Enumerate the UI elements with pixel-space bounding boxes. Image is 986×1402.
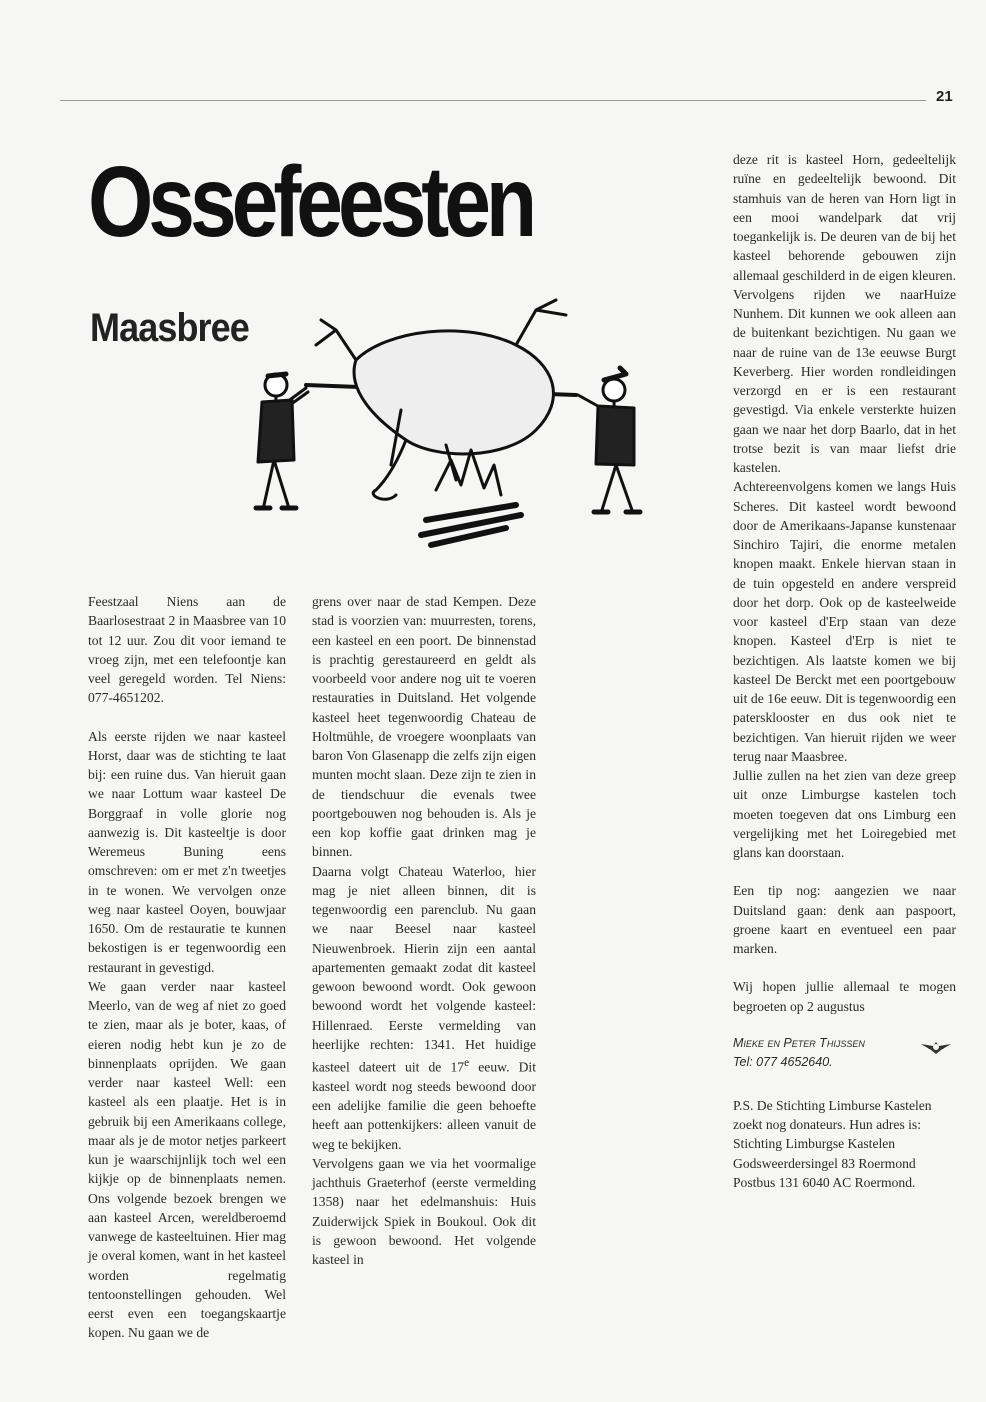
paragraph: grens over naar de stad Kempen. Deze stad is voorzien van: muurresten, torens, een kasteel en een poort. De binnenstad is prachtig gerestaureerd en geldt als voorbeeld voor andere nog uit te voeren restauraties in Duitsland. Het volgende kasteel heet tegenwoordig Chateau de Holtmühle, de vroegere woonplaats van baron Von Glasenapp die zelfs zijn eigen munten mocht slaan. Deze zijn te zien in de tiendschuur die evenals twee poortgebouwen nog behouden is. Als je een kop koffie gaat drinken mag je binnen.	[312, 594, 536, 860]
paragraph: Achtereenvolgens komen we langs Huis Scheres. Dit kasteel wordt bewoond door de Amerikaans-Japanse kunstenaar Sinchiro Tajiri, die enorme metalen knopen maakt. Enkele hiervan staan in de tuin opgesteld en andere verspreid door het dorp. Ook op de kasteelweide voor kasteel d'Erp staan van deze knopen. Kasteel d'Erp is niet te bezichtigen. Als laatste komen we bij kasteel De Berckt met een poortgebouw uit de 16e eeuw. Dit is tegenwoordig een patersklooster en dus ook niet te bezichtigen. Van hieruit rijden we weer terug naar Maasbree.	[733, 479, 956, 764]
paragraph: Als eerste rijden we naar kasteel Horst, daar was de stichting te laat bij: een ruine dus. Van hieruit gaan we naar Lottum waar kasteel De Borggraaf in volle glorie nog aanwezig is. Dit kasteeltje is door Weremeus Buning eens omschreven: om er met z'n tweetjes in te wonen. We vervolgen onze weg naar kasteel Ooyen, bouwjaar 1650. Om de restauratie te kunnen bekostigen is er tegenwoordig een restaurant in gevestigd.	[88, 728, 286, 975]
paragraph: Feestzaal Niens aan de Baarlosestraat 2 in Maasbree van 10 tot 12 uur. Zou dit voor iemand te vroeg zijn, met een telefoontje kan veel geregeld worden. Tel Niens: 077-4651202.	[88, 594, 286, 706]
paragraph-text: eeuw. Dit kasteel wordt nog steeds bewoond door een adelijke familie die geen behoefte heeft aan pottenkijkers: alleen vanuit de weg te bekijken.	[312, 1059, 536, 1152]
article-subtitle: Maasbree	[90, 306, 249, 350]
paragraph: Vervolgens gaan we via het voormalige jachthuis Graeterhof (eerste vermelding 1358) naar het edelmanshuis: Huis Zuiderwijck Spiek in Boukoul. Ook dit is gewoon bewoond. Het volgende kasteel in	[312, 1155, 536, 1268]
article-column-3	[733, 150, 956, 1192]
postscript-paragraph: P.S. De Stichting Limburse Kastelen zoekt nog donateurs. Hun adres is: Stichting Limburgse Kastelen Godsweerdersingel 83 Roermond Postbus 131 6040 AC Roermond.	[733, 1097, 932, 1190]
paragraph	[312, 862, 536, 1154]
closing-paragraph: Wij hopen jullie allemaal te mogen begroeten op 2 augustus	[733, 979, 956, 1014]
paragraph-text: Daarna volgt Chateau Waterloo, hier mag je niet alleen binnen, dit is tegenwoordig een parenclub. Nu gaan we naar Beesel naar kasteel Nieuwenbroek. Hierin zijn een aantal apartementen gemaakt zodat dit kasteel gewoon bewoond wordt. Ook gewoon bewoond wordt het volgende kasteel: Hillenraed. Eerste vermelding van heerlijke rechten: 1341. Het huidige kasteel dateert uit de 17	[312, 863, 536, 1075]
header-rule	[60, 100, 926, 101]
article-column-2	[312, 592, 536, 1269]
tip-paragraph: Een tip nog: aangezien we naar Duitsland gaan: denk aan paspoort, groene kaart en eventueel een paar marken.	[733, 883, 956, 956]
paragraph: We gaan verder naar kasteel Meerlo, van de weg af niet zo goed te zien, maar als je boter, kaas, of eieren nodig hebt kun je zo de binnenplaats oprijden. We gaan verder naar kasteel Well: een kasteel als een plaatje. Het is in gebruik bij een Amerikaans college, maar als je de motor netjes parkeert kun je waarschijnlijk toch wel een kijkje op de binnenplaats nemen. Ons volgende bezoek brengen we aan kasteel Arcen, wereldberoemd vanwege de kasteeltuinen. Hier mag je overal komen, want in het kasteel worden regelmatig tentoonstellingen gehouden. Wel eerst even een toegangskaartje kopen. Nu gaan we de	[88, 978, 286, 1341]
motorcycle-emblem-icon	[919, 1036, 953, 1058]
superscript: e	[464, 1057, 470, 1069]
signature	[733, 1034, 956, 1072]
illustration-roasting-ox-icon	[236, 290, 676, 580]
article-title: Ossefeesten	[88, 146, 533, 258]
paragraph: deze rit is kasteel Horn, gedeeltelijk ruïne en gedeeltelijk bewoond. Dit stamhuis van de heren van Horn ligt in een mooi wandelpark dat vrij toegankelijk is. De deuren van de bij het kasteel behorende gebouwen zijn allemaal geschilderd in de eigen kleuren. Vervolgens rijden we naarHuize Nunhem. Dit kunnen we ook alleen aan de buitenkant bezichtigen. Nu gaan we naar de ruine van de 13e eeuwse Burgt Keverberg. Hier worden rondleidingen verzorgd en er is een restaurant gevestigd. Via enkele versterkte huizen gaan we naar het dorp Baarlo, dat in het trotse bezit is van maar liefst drie kastelen.	[733, 152, 956, 475]
signature-name: Mieke en Peter Thijssen	[733, 1035, 865, 1050]
signature-phone: Tel: 077 4652640.	[733, 1054, 833, 1069]
article-column-1	[88, 592, 286, 1343]
page-number: 21	[936, 88, 953, 105]
paragraph: Jullie zullen na het zien van deze greep uit onze Limburgse kastelen toch moeten toegeven dat ons Limburg een vergelijking met het Loiregebied met glans kan doorstaan.	[733, 768, 956, 860]
